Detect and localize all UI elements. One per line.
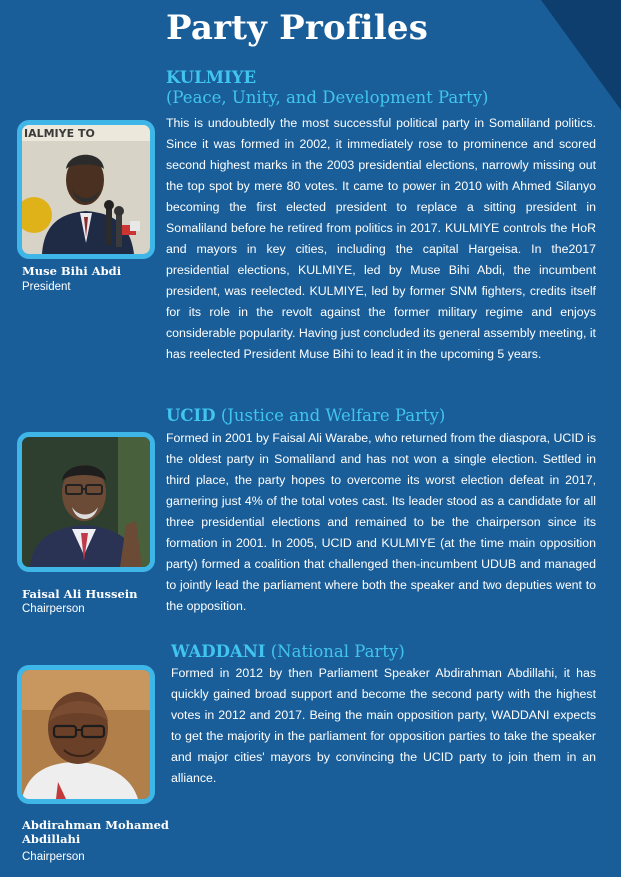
party-heading-waddani — [171, 642, 601, 662]
leader-name-waddani: Abdirahman Mohamed Abdillahi — [22, 818, 169, 846]
party-description-ucid: Formed in 2001 by Faisal Ali Warabe, who returned from the diaspora, UCID is the oldest party in Somaliland and has not won a single election. Settled in third place, the party hopes to overcome its worst election defeat in 2017, garnering just 4% of the total votes cast. Its leader stood as a candidate for all three presidential elections and remained to be the chairperson since its formation in 2001. In 2005, UCID and KULMIYE (at the time main opposition party) formed a coalition that challenged then-incumbent UDUB and managed to jointly lead the parliament where both the speaker and two deputies went to the opposition. — [166, 431, 596, 613]
photo-backdrop-text: IALMIYE TO — [24, 127, 95, 140]
leader-role-waddani: Chairperson — [22, 851, 85, 863]
leader-photo-kulmiye — [17, 120, 155, 259]
party-description-waddani: Formed in 2012 by then Parliament Speaker Abdirahman Abdillahi, it has quickly gained broad support and become the second party with the highest votes in 2012 and 2017. Being the main opposition party, WADDANI expects to get the majority in the parliament for opposition parties to take the speaker and major cities' mayors by convincing the UCID party to join them in an alliance. — [171, 666, 596, 785]
page-title: Party Profiles — [166, 8, 429, 48]
party-abbr: KULMIYE — [166, 68, 257, 87]
party-full-name: (Justice and Welfare Party) — [220, 406, 446, 425]
leader-photo-ucid — [17, 432, 155, 572]
leader-photo-waddani — [17, 665, 155, 804]
party-heading-kulmiye — [166, 68, 606, 108]
party-abbr: UCID — [166, 406, 216, 425]
party-full-name: (Peace, Unity, and Development Party) — [166, 88, 489, 107]
portrait-muse-bihi-abdi — [22, 125, 150, 254]
portrait-faisal-ali-hussein — [22, 437, 150, 567]
party-abbr: WADDANI — [171, 642, 266, 661]
leader-role-ucid: Chairperson — [22, 603, 85, 615]
leader-name-ucid: Faisal Ali Hussein — [22, 587, 138, 601]
party-full-name: (National Party) — [270, 642, 405, 661]
leader-role-kulmiye: President — [22, 281, 71, 293]
party-description-kulmiye: This is undoubtedly the most successful political party in Somaliland politics. Since it was formed in 2002, it immediately rose to prominence and scored second highest marks in the 2003 presidential elections, narrowly missing out the top spot by mere 80 votes. It came to power in 2010 with Ahmed Silanyo becoming the first elected president to replace a sitting president in Somaliland before he retired from politics in 2017. KULMIYE controls the HoR and mayors in key cities, including the capital Hargeisa. In the2017 presidential elections, KULMIYE, led by Muse Bihi Abdi, the incumbent president, was reelected. KULMIYE, led by former SNM fighters, credits itself for its role in the revolt against the former military regime and enjoys considerable popularity. Having just concluded its general assembly meeting, it has reelected President Muse Bihi to lead it in the upcoming 5 years. — [166, 116, 596, 361]
party-heading-ucid — [166, 406, 606, 426]
leader-name-kulmiye: Muse Bihi Abdi — [22, 264, 122, 278]
portrait-abdirahman-mohamed-abdillahi — [22, 670, 150, 799]
